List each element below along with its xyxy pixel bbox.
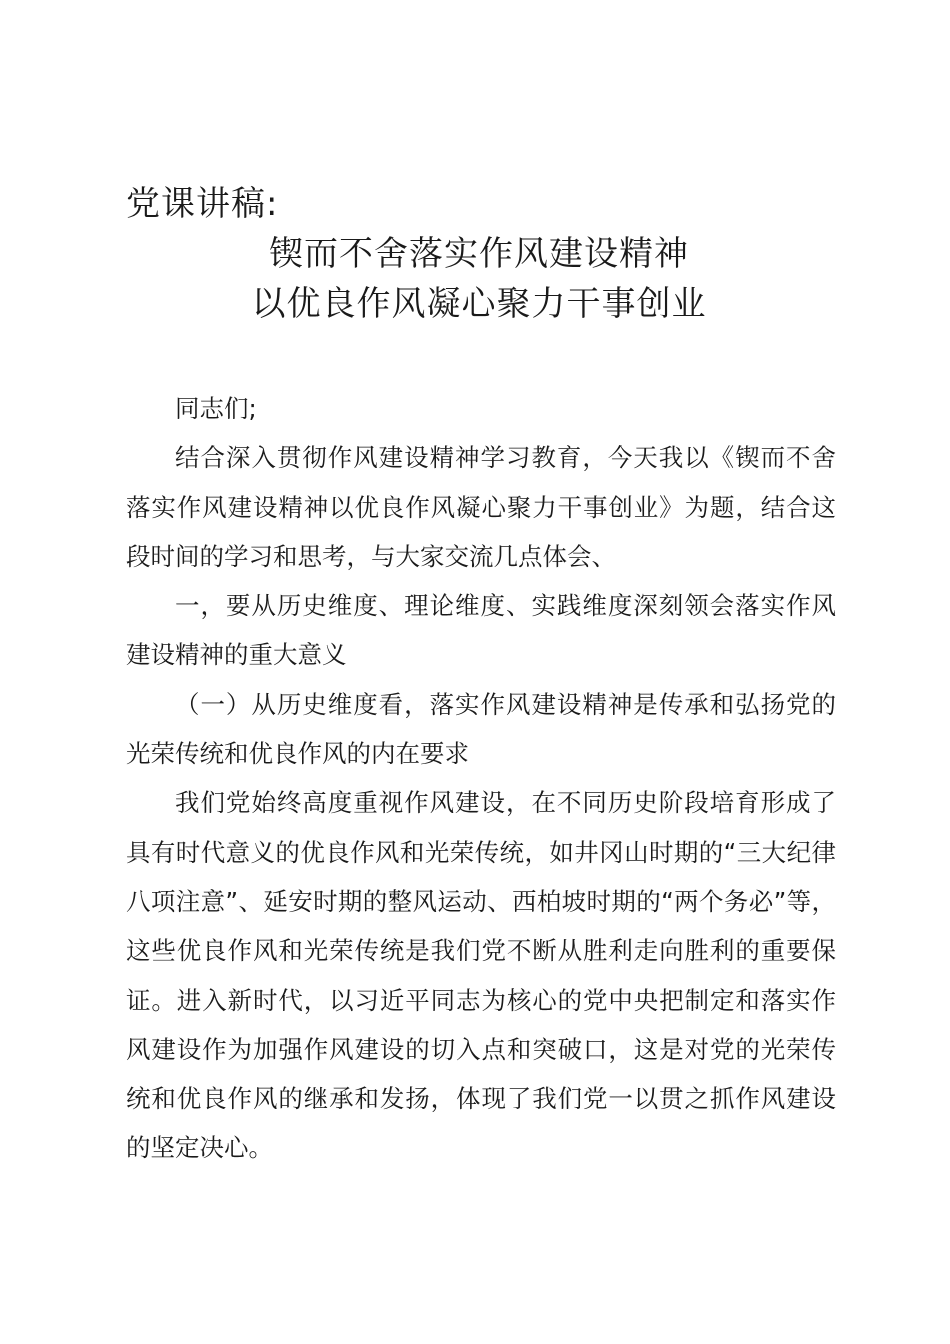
paragraph-history: 我们党始终高度重视作风建设，在不同历史阶段培育形成了具有时代意义的优良作风和光荣传统，如井冈山时期的“三大纪律八项注意”、延安时期的整风运动、西柏坡时期的“两个务必”等，这些优良作风和光荣传统是我们党不断从胜利走向胜利的重要保证。进入新时代，以习近平同志为核心的党中央把制定和落实作风建设作为加强作风建设的切入点和突破口，这是对党的光荣传统和优良作风的继承和发扬，体现了我们党一以贯之抓作风建设的坚定决心。 (126, 788, 836, 1163)
heading-subsection-1: （一）从历史维度看，落实作风建设精神是传承和弘扬党的光荣传统和优良作风的内在要求 (126, 689, 836, 769)
heading-section-1: 一，要从历史维度、理论维度、实践维度深刻领会落实作风建设精神的重大意义 (126, 591, 836, 670)
document-title-line-1: 锲而不舍落实作风建设精神 (269, 234, 689, 274)
document-body (126, 384, 836, 1173)
document-title-line-2: 以优良作风凝心聚力干事创业 (251, 284, 707, 324)
paragraph-intro: 结合深入贯彻作风建设精神学习教育，今天我以《锲而不舍落实作风建设精神以优良作风凝心聚力干事创业》为题，结合这段时间的学习和思考，与大家交流几点体会、 (126, 443, 836, 571)
salutation: 同志们; (175, 394, 257, 423)
document-label: 党课讲稿: (126, 184, 279, 224)
